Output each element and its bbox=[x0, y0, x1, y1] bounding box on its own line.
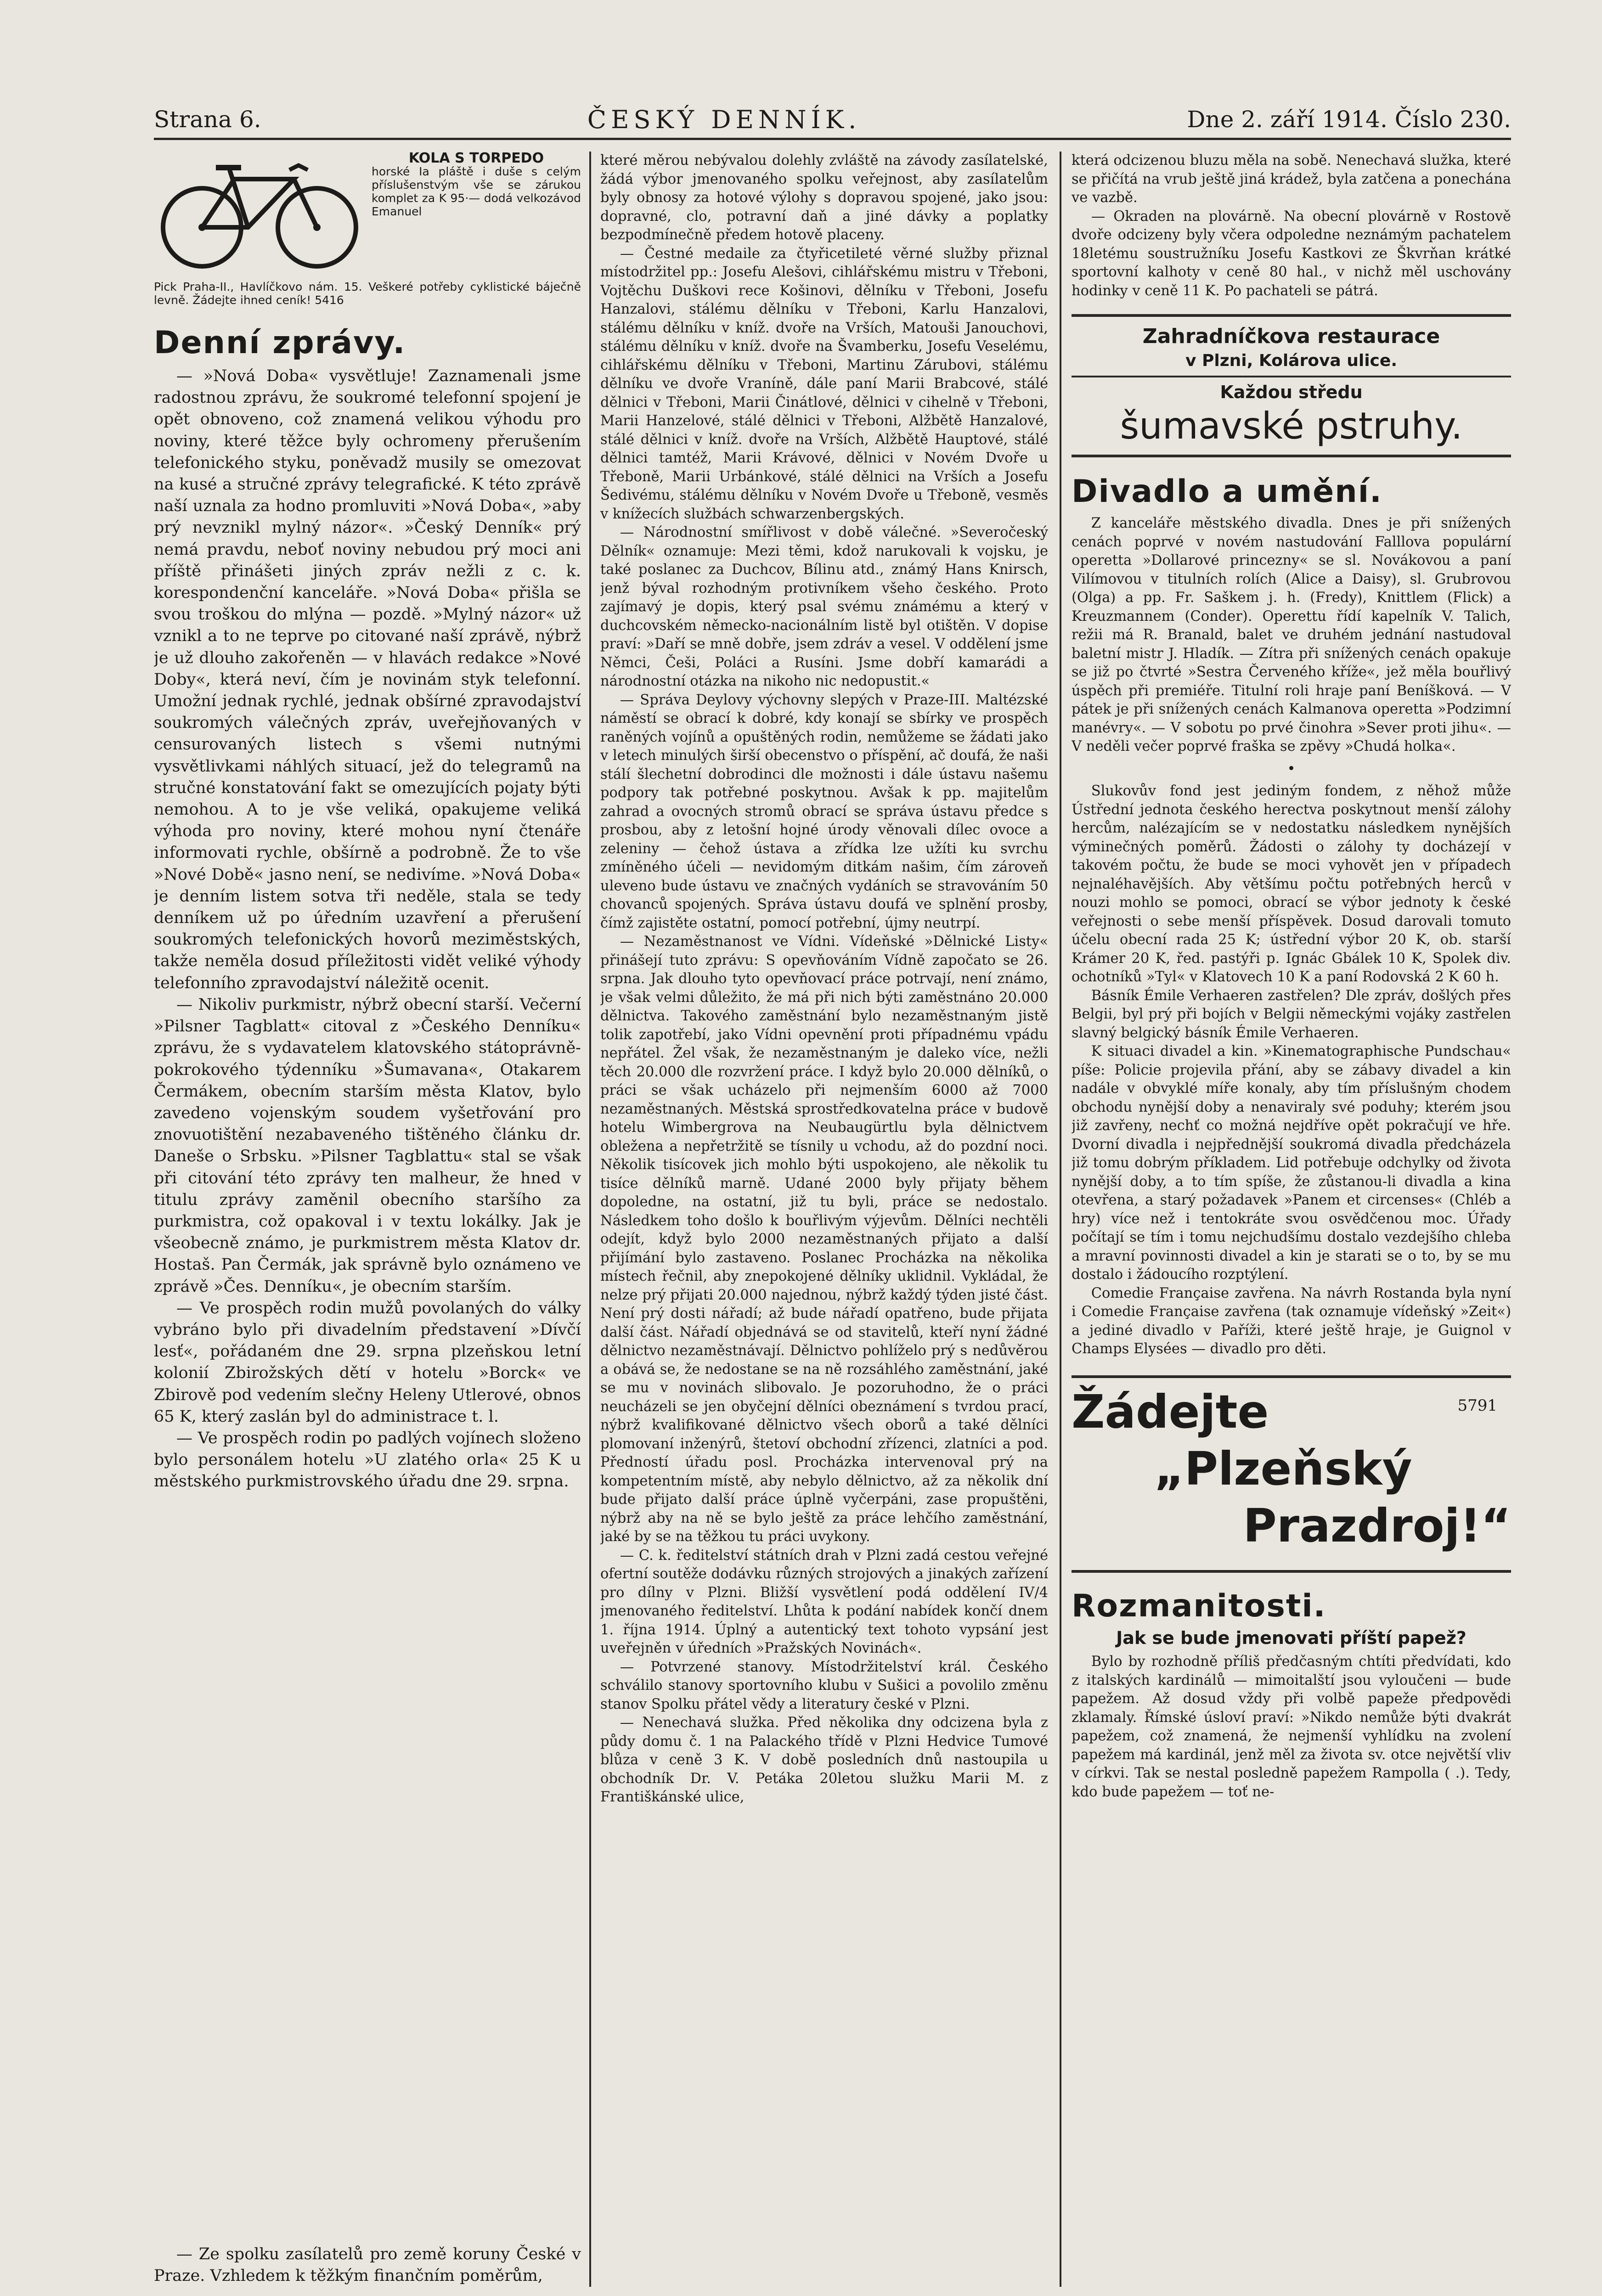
ad-title: KOLA S TORPEDO bbox=[408, 152, 544, 166]
article-paragraph: — Potvrzené stanovy. Místodržitelství král. Českého schválilo stanovy sportovního klubu v Sušici a povolilo změnu stanov Spolku přátel vědy a literatury české v Plzni. bbox=[600, 1659, 1048, 1712]
ad-text-block bbox=[372, 152, 581, 280]
page-header bbox=[154, 101, 1511, 140]
ad-body: horské Ia pláště i duše s celým příslušenstvým vše se zárukou komplet za K 95·— dodá velkozávod Emanuel bbox=[372, 165, 581, 218]
ad-code: 5791 bbox=[1457, 1396, 1497, 1415]
page-number: Strana 6. bbox=[154, 106, 261, 133]
article-paragraph: Comedie Française zavřena. Na návrh Rostanda byla nyní i Comedie Française zavřena (tak oznamuje vídeňský »Zeit«) a jediné divadlo v Paříži, které ještě hraje, je Guignol v Champs Elysées — divadlo pro děti. bbox=[1072, 1285, 1511, 1357]
article-paragraph: — Nezaměstnanost ve Vídni. Vídeňské »Dělnické Listy« přinášejí tuto zprávu: S opevňováním Vídně započato se 26. srpna. Jak dlouho tyto opevňovací práce potrvají, není známo, je však velmi důležito, že má při nich býti zaměstnáno 20.000 dělnictva. Takového zaměstnání bylo nezaměstnaným jistě tolik zapotřebí, jako Vídni opevnění proti případnému vpádu nepřátel. Žel však, že nezaměstnaným je daleko více, nežli těch 20.000 dle rozvržení práce. I když bylo 20.000 dělníků, o práci se však ucházelo při nejmenším 6000 až 7000 nezaměstnaných. Městská sprostředkovatelna práce v budově hotelu Wimbergrova na Neubaugürtlu byla dělnictvem obležena a nepřetržitě se tísnily u vchodu, až do pozdní noci. Několik tisícovek jich mohlo býti uspokojeno, ale několik tu tisíce dělníků marně. Udané 2000 byly přijaty během dopoledne, na ostatní, již tu byli, práce se nedostalo. Následkem toho došlo k bouřlivým výjevům. Dělníci nechtěli odejít, když bylo 2000 nezaměstnaných přijato a další přijímání bylo zastaveno. Poslanec Procházka na několika místech řečnil, aby znepokojené dělníky uklidnil. Vykládal, že nelze prý přijati 20.000 najednou, nýbrž každý týden jisté část. Není prý dosti nářadí; až bude nářadí opatřeno, bude přijata další část. Nářadí objednává se od stavitelů, kteří nyní žádné dělnictvo nezaměstnávají. Dělnictvo pohlíželo prý s nedůvěrou a obává se, že nedostane se na ně rozsáhlého zaměstnání, jaké se mu v novinách slibovalo. Je pozoruhodno, že o práci neucházeli se jen obyčejní dělníci obeznámení s tvrdou prací, nýbrž kvalifikované dělnictvo všech oborů a také dělníci plomovaní inženýrů, štetoví obchodní zřízenci, zlatníci a pod. Předností úřadu posl. Procházka intervenoval prý na kompetentním místě, aby nebylo dělnictvo, až za několik dní bude přijato další práce úplně vyčerpáni, zase propuštěni, nýbrž aby na ně se bylo ještě za práce lehčího zaměstnání, jaké by se na těžkou tu práci uvykony. bbox=[600, 934, 1048, 1545]
article-paragraph: — Ve prospěch rodin mužů povolaných do války vybráno bylo při divadelním představení »Dívčí lesť«, pořádaném dne 29. srpna plzeňskou letní kolonií Zbirožských dětí v hotelu »Borck« ve Zbirově pod vedením slečny Heleny Utlerové, obnos 65 K, který zaslán byl do administrace t. l. bbox=[154, 1299, 581, 1426]
column-3 bbox=[1072, 152, 1511, 2287]
beer-ad-line: Prazdroj!“ bbox=[1243, 1498, 1511, 1553]
bicycle-advertisement bbox=[154, 152, 581, 280]
article-paragraph: — Čestné medaile za čtyřicetileté věrné služby přiznal místodržitel pp.: Josefu Alešovi, cihlářskému mistru v Třeboni, Vojtěchu Duškovi rece Košinovi, dělníku v Třeboni, Josefu Hanzalovi, stálému dělníku v Třeboni, Karlu Hanzalovi, stálému dělníku v kníž. dvoře na Vrších, Matouši Janouchovi, stálému dělníku v kníž. dvoře na Švamberku, Josefu Veselému, cihlářskému dělníku v Třeboni, Martinu Zárubovi, stálému dělníku ve dvoře Vraníně, dále paní Marii Brabcové, stálé dělnici v Třeboni, Marii Činátlové, dělnici v cihelně v Třeboni, Marii Hanzelové, stálé dělnici v Třeboni, Alžbětě Hanzalové, stálé dělnici v kníž. dvoře na Vrších, Alžbětě Hauptové, stálé dělnici tamtéž, Marii Krávové, dělnici v Novém Dvoře u Třeboně, Marii Urbánkové, stálé dělnici na Vrších a Josefu Šedivému, stálému dělníku v Novém Dvoře u Třeboně, vesměs v knížecích službách schwarzenbergských. bbox=[600, 245, 1048, 522]
article-paragraph: — »Nová Doba« vysvětluje! Zaznamenali jsme radostnou zprávu, že soukromé telefonní spojení je opět obnoveno, což znamená velikou výhodu pro noviny, které těžce byly ochromeny přerušením telefonického styku, poněvadž musily se omezovat na kusé a stručné zprávy telegrafické. K této zprávě naší uznala za hodno promluviti »Nová Doba«, »aby prý nevznikl mylný názor«. »Český Denník« prý nemá pravdu, neboť noviny nebudou prý moci ani příště přinášeti jiných zpráv nežli z c. k. korespondenční kanceláře. »Nová Doba« přišla se svou troškou do mlýna — pozdě. »Mylný názor« už vznikl a to ne teprve po citované naší zprávě, nýbrž je už dlouho zakořeněn — v hlavách redakce »Nové Doby«, která neví, čím je novinám styk telefonní. Umožní jednak rychlé, jednak obšírné zpravodajství soukromých válečných zpráv, uveřejňovaných v censurovaných listech s všemi nutnými vysvětlivkami náhlých situací, jež do telegramů na stručné konstatování fakt se omezujících pojaty býti nemohou. A to je vše veliká, opakujeme veliká výhoda pro noviny, které mohou nyní čtenáře informovati rychle, obšírně a podrobně. Že to vše »Nové Době« jasno není, se nedivíme. »Nová Doba« je denním listem sotva tři neděle, stala se tedy denníkem už po úředním uzavření a přerušení soukromých telefonických hovorů meziměstských, takže neměla dosud příležitosti vidět veliké výhody telefonního zpravodajství náležitě ocenit. bbox=[154, 367, 581, 992]
section-heading-daily-news: Denní zprávy. bbox=[154, 325, 406, 361]
article-paragraph: K situaci divadel a kin. »Kinematographische Pundschau« píše: Policie projevila přání, aby se zábavy divadel a kin nadále v obvyklé míře konaly, aby tím příslušným chodem obchodu nynější doby a nenaviraly své poduhy; kterém jsou již zavřeny, nechť co možná nejdříve opět pokračují ve hře. Dvorní divadla i nejpřednější soukromá divadla předcházela již tomu dobrým příkladem. Lid potřebuje odchylky od života nynější doby, a to tím spíše, že zůstanou-li divadla a kina otevřena, a starý požadavek »Panem et circenses« (Chléb a hry) více než i tentokráte svou osvědčenou moc. Úřady počítají se tím i tomu nejchudšímu dostalo vezdejšího chleba a mravní povinnosti divadel a kin je starati se o to, by se mu dostalo i žádoucího rozptýlení. bbox=[1072, 1043, 1511, 1283]
article-paragraph: — Okraden na plovárně. Na obecní plovárně v Rostově dvoře odcizeny byly včera odpoledne neznámým pachatelem 18letému soustružníku Josefu Kastkovi ze Škvrňan krátké sportovní kalhoty v ceně 80 hal., v nichž měl uschovány hodinky v ceně 11 K. Po pachateli se pátrá. bbox=[1072, 208, 1511, 299]
article-paragraph: Slukovův fond jest jediným fondem, z něhož může Ústřední jednota českého herectva poskytnout menší zálohy hercům, nalézajícím se v nedostatku následkem nynějších výminečných poměrů. Žádosti o zálohy ty docházejí v takovém počtu, že bude se moci vyhovět jen v případech nejnaléhavějších. Aby většímu počtu potřebných herců v nouzi mohlo se pomoci, obrací se výbor jednoty k české veřejnosti o sebe menší příspěvek. Dosud darovali tomuto účelu obecní rada 25 K; ústřední výbor 20 K, ob. starší Krámer 20 K, řed. pastýři p. Ignác Gbálek 10 K, Spolek div. ochotníků »Tyl« v Klatovech 10 K a paní Rodovská 2 K 60 h. bbox=[1072, 783, 1511, 985]
issue-date: Dne 2. září 1914. Číslo 230. bbox=[1187, 106, 1511, 133]
article-paragraph: která odcizenou bluzu měla na sobě. Nenechavá služka, které se přičítá na vrub ještě jiná krádež, byla zatčena a ponechána ve vazbě. bbox=[1072, 152, 1511, 206]
ad-footer: Pick Praha-II., Havlíčkovo nám. 15. Veškeré potřeby cyklistické báječně levně. Žádejte ihned ceník! 5416 bbox=[154, 280, 581, 307]
beer-advertisement bbox=[1072, 1375, 1511, 1573]
column-divider bbox=[1060, 152, 1061, 2287]
restaurant-dish: šumavské pstruhy. bbox=[1120, 405, 1463, 447]
article-paragraph: — C. k. ředitelství státních drah v Plzni zadá cestou veřejné ofertní soutěže dodávku různých strojových a jinakých zařízení pro dílny v Plzni. Bližší vysvětlení podá oddělení IV/4 jmenovaného ředitelství. Lhůta k podání nabídek končí dnem 1. října 1914. Úplný a autentický text tohoto vypsání jest uveřejněn v úředních »Pražských Novinách«. bbox=[600, 1547, 1048, 1656]
article-paragraph: — Nenechavá služka. Před několika dny odcizena byla z půdy domu č. 1 na Palackého třídě v Plzni Hedvice Tumové blůza v ceně 3 K. V době posledních dnů nastoupila u obchodník Dr. V. Petáka 20letou služku Marii M. z Františkánské ulice, bbox=[600, 1715, 1048, 1805]
beer-ad-line: „Plzeňský bbox=[1154, 1441, 1412, 1496]
newspaper-page bbox=[154, 92, 1511, 2287]
section-heading-theater: Divadlo a umění. bbox=[1072, 473, 1382, 510]
article-paragraph: Básník Émile Verhaeren zastřelen? Dle zpráv, došlých přes Belgii, byl prý při bojích v Belgii německými vojáky zastřelen slavný belgický básník Émile Verhaeren. bbox=[1072, 987, 1511, 1041]
bicycle-icon bbox=[154, 152, 365, 271]
article-paragraph: Z kanceláře městského divadla. Dnes je při snížených cenách poprvé v novém nastudování Falllova populární operetta »Dollarové princezny« se sl. Novákovou a paní Vilímovou v titulních rolích (Alice a Daisy), sl. Grubrovou (Olga) a pp. Fr. Saškem j. h. (Fredy), Knittlem (Flick) a Kreuzmannem (Conder). Operettu řídí kapelník V. Talich, režii má R. Branald, balet ve druhém jednání nastudoval baletní mistr J. Hladík. — Zítra při snížených cenách opakuje se již po čtvrté »Sestra Červeného kříže«, jež měla bouřlivý úspěch při premiéře. Titulní roli hraje paní Beníšková. — V pátek je při snížených cenách Kalmanova operetta »Podzimní manévry«. — V sobotu po prvé činohra »Sever proti jihu«. — V neděli večer poprvé fraška se zpěvy »Chudá holka«. bbox=[1072, 515, 1511, 754]
restaurant-name: Zahradníčkova restaurace bbox=[1142, 325, 1440, 348]
article-paragraph: — Národnostní smířlivost v době válečné. »Severočeský Dělník« oznamuje: Mezi těmi, kdož narukovali k vojsku, je také poslanec za Duchcov, Bílinu atd., známý Hans Knirsch, jenž býval rozhodným protivníkem všeho českého. Proto zajímavý je dopis, který psal svému známému a který v duchcovském německo-nacionálním listě byl otištěn. V dopise praví: »Daří se mně dobře, jsem zdráv a vesel. V oddělení jsme Němci, Češi, Poláci a Rusíni. Jsme dobří kamarádi a národnostní otázka na nikoho nic nedopustit.« bbox=[600, 524, 1048, 689]
restaurant-day: Každou středu bbox=[1072, 376, 1511, 404]
article-subheading: Jak se bude jmenovati příští papež? bbox=[1116, 1627, 1467, 1648]
article-paragraph: Bylo by rozhodně příliš předčasným chtíti předvídati, kdo z italských kardinálů — mimoitalští jsou vyloučeni — bude papežem. Až dosud vždy při volbě papeže předpovědi zklamaly. Římské úsloví praví: »Nikdo nemůže býti dvakrát papežem, což znamená, že nejmenší vyhlídku na zvolení papežem má kardinál, jenž měl za života sv. otce největší vliv v církvi. Tak se nestal posledně papežem Rampolla ( .). Tedy, kdo bude papežem — toť ne- bbox=[1072, 1654, 1511, 1800]
article-paragraph: — Ve prospěch rodin po padlých vojínech složeno bylo personálem hotelu »U zlatého orla« 25 K u městského purkmistrovského úřadu dne 29. srpna. bbox=[154, 1429, 581, 1491]
restaurant-address: v Plzni, Kolárova ulice. bbox=[1185, 351, 1397, 370]
separator-dot: • bbox=[1287, 760, 1296, 777]
column-divider bbox=[589, 152, 591, 2287]
article-paragraph-continued: — Ze spolku zasílatelů pro země koruny České v Praze. Vzhledem k těžkým finančním poměrům, bbox=[154, 2245, 581, 2285]
masthead: ČESKÝ DENNÍK. bbox=[587, 105, 861, 134]
section-heading-miscellany: Rozmanitosti. bbox=[1072, 1587, 1326, 1624]
article-paragraph: — Správa Deylovy výchovny slepých v Praze-III. Maltézské náměstí se obrací k dobré, kdy konají se sbírky ve prospěch raněných vojínů a opuštěných rodin, nemůžeme se žádati jako v letech minulých širší obecenstvo o příspění, ač doufá, že naši stálí šlechetní dobrodinci dle možnosti i dále ústavu našemu podpory tak potřebné poskytnou. Avšak k pp. majitelům zahrad a ovocných stromů obrací se správa ústavu předce s prosbou, aby z letošní hojné úrody věnovali dílec ovoce a zeleniny — čehož ústava a zřídka lze užíti ku svrchu zmíněného účeli — nevidomým ditkám našim, čím zároveň uleveno bude ústavu ve značných vydáních se stravováním 50 chovanců spojených. Správa ústavu doufá ve splnění prosby, čímž zajistěte ostatní, pomocí potřební, újmy neutrpí. bbox=[600, 692, 1048, 931]
article-paragraph: které měrou nebývalou dolehly zvláště na závody zasílatelské, žádá výbor jmenovaného spolku veřejnost, aby zasílatelům byly obnosy za hotové výlohy s dopravou spojené, jako jsou: dopravné, clo, potravní daň a jiné dávky a poplatky bezpodmínečně předem hotově placeny. bbox=[600, 152, 1048, 243]
beer-ad-line: Žádejte bbox=[1072, 1384, 1269, 1439]
article-paragraph: — Nikoliv purkmistr, nýbrž obecní starší. Večerní »Pilsner Tagblatt« citoval z »Českého Denníku« zprávu, že s vydavatelem klatovského státoprávně-pokrokového týdenníku »Šumavana«, Otakarem Čermákem, obecním starším města Klatov, bylo zavedeno vojenským soudem vyšetřování pro znovuotištění nezabaveného tištěného článku dr. Daneše o Srbsku. »Pilsner Tagblattu« stal se však při citování této zprávy ten malheur, že hned v titulu zprávy zaměnil obecního staršího za purkmistra, což opakoval i v textu lokálky. Jak je všeobecně známo, je purkmistrem města Klatov dr. Hostaš. Pan Čermák, jak správně bylo oznámeno ve zprávě »Čes. Denníku«, je obecním starším. bbox=[154, 995, 581, 1296]
column-2 bbox=[600, 152, 1048, 2287]
restaurant-advertisement bbox=[1072, 314, 1511, 457]
column-1 bbox=[154, 152, 581, 2287]
